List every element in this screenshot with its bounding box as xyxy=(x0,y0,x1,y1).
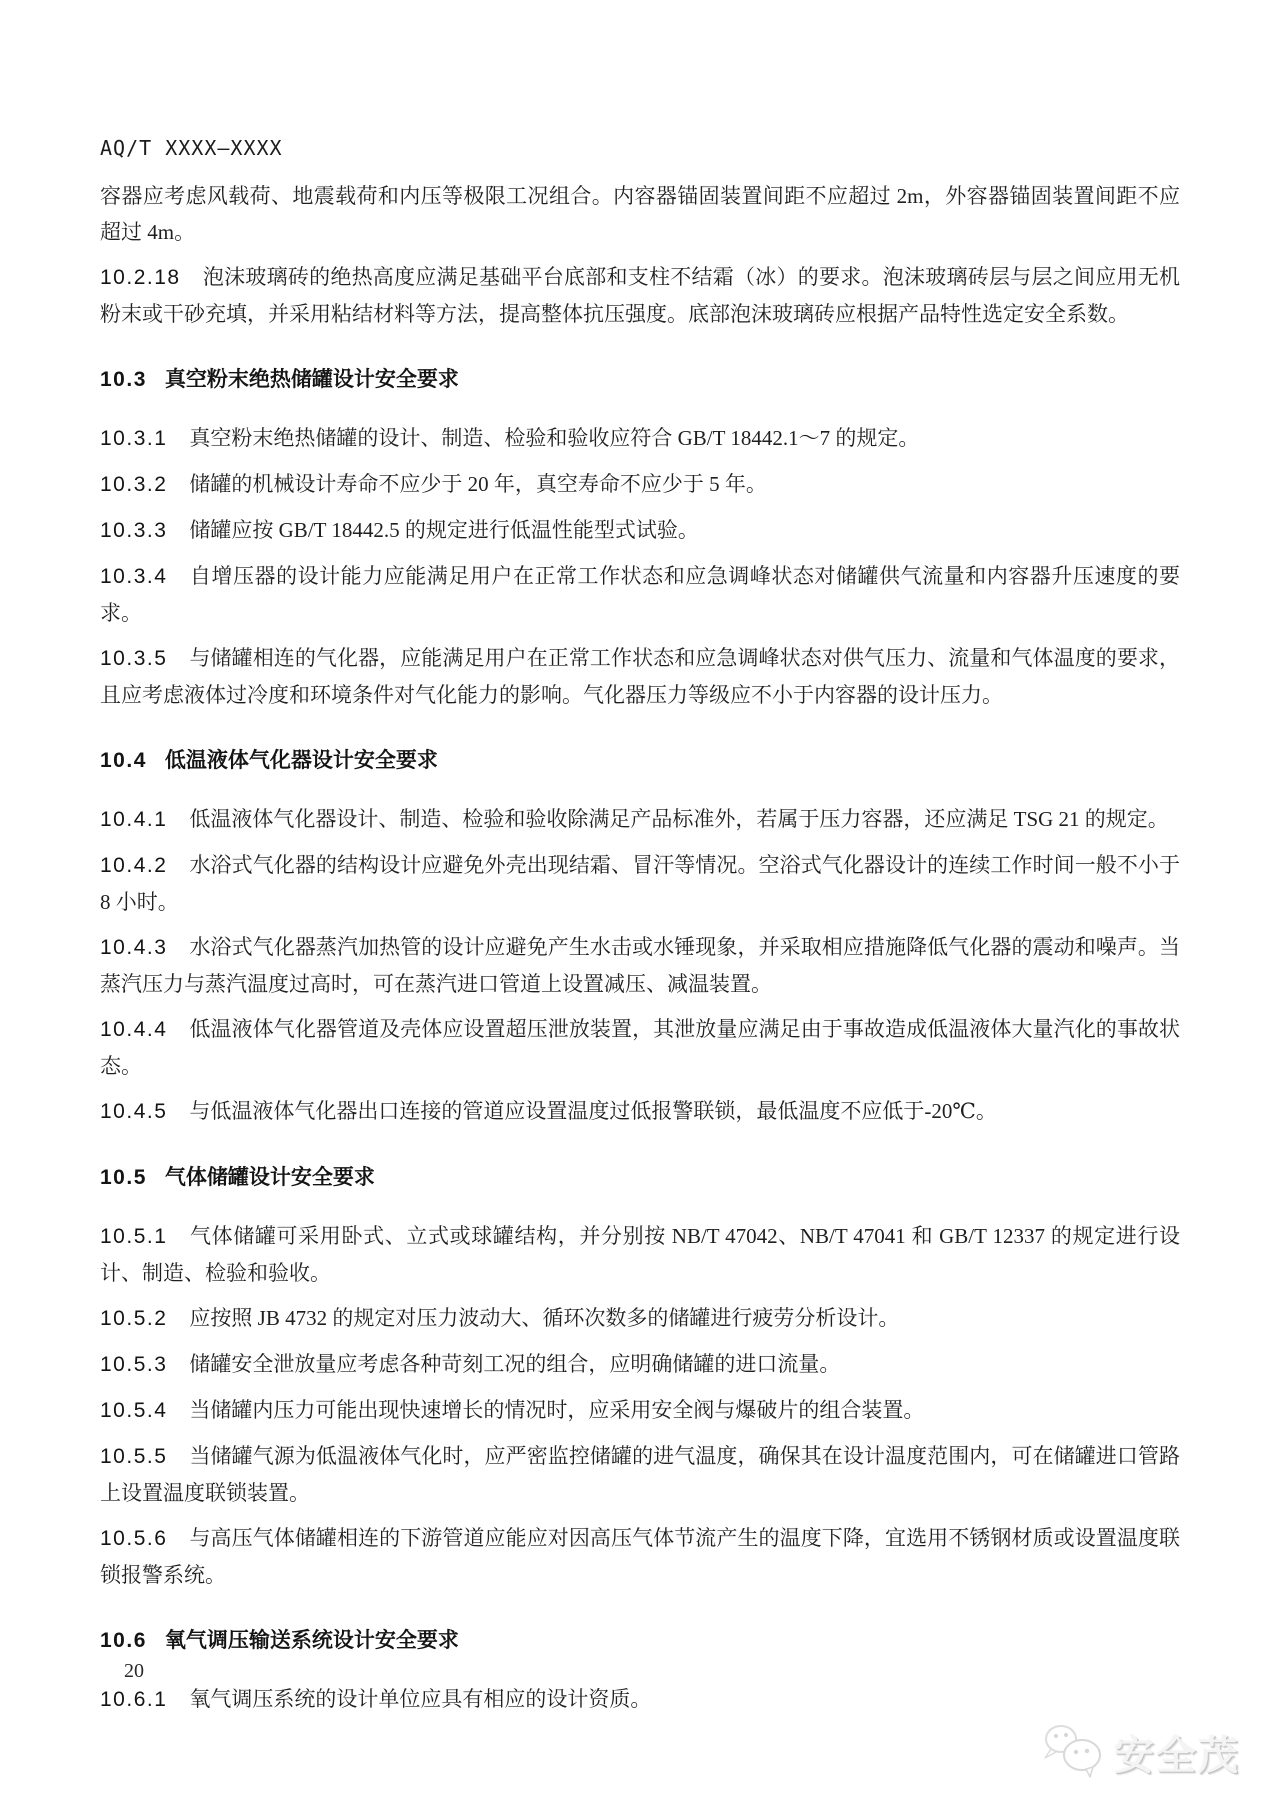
clause-text: 气体储罐可采用卧式、立式或球罐结构，并分别按 NB/T 47042、NB/T 47041 和 GB/T 12337 的规定进行设计、制造、检验和验收。 xyxy=(100,1224,1180,1285)
clause-number: 10.5.5 xyxy=(100,1445,168,1468)
clause-text: 当储罐内压力可能出现快速增长的情况时，应采用安全阀与爆破片的组合装置。 xyxy=(189,1398,925,1422)
clause-paragraph xyxy=(100,929,1180,1002)
clause-number: 10.5.2 xyxy=(100,1307,168,1330)
clause-paragraph xyxy=(100,512,1180,549)
clause-paragraph xyxy=(100,1438,1180,1511)
clause-paragraph xyxy=(100,640,1180,713)
clause-paragraph xyxy=(100,466,1180,503)
clause-text: 真空粉末绝热储罐设计安全要求 xyxy=(164,368,459,391)
clause-text: 当储罐气源为低温液体气化时，应严密监控储罐的进气温度，确保其在设计温度范围内，可在储罐进口管路上设置温度联锁装置。 xyxy=(100,1444,1180,1505)
clause-paragraph xyxy=(100,801,1180,838)
clause-text: 真空粉末绝热储罐的设计、制造、检验和验收应符合 GB/T 18442.1～7 的规定。 xyxy=(189,426,920,450)
standard-number-header: AQ/T XXXX—XXXX xyxy=(100,136,283,160)
clause-paragraph xyxy=(100,259,1180,332)
clause-number: 10.3.1 xyxy=(100,427,168,450)
clause-text: 储罐安全泄放量应考虑各种苛刻工况的组合，应明确储罐的进口流量。 xyxy=(189,1352,841,1376)
clause-text: 低温液体气化器设计安全要求 xyxy=(164,749,438,772)
clause-text: 氧气调压输送系统设计安全要求 xyxy=(164,1629,459,1652)
clause-text: 水浴式气化器的结构设计应避免外壳出现结霜、冒汗等情况。空浴式气化器设计的连续工作时间一般不小于 8 小时。 xyxy=(100,853,1180,914)
clause-text: 与低温液体气化器出口连接的管道应设置温度过低报警联锁，最低温度不应低于-20℃。 xyxy=(189,1099,997,1123)
clause-text: 低温液体气化器管道及壳体应设置超压泄放装置，其泄放量应满足由于事故造成低温液体大量汽化的事故状态。 xyxy=(100,1017,1180,1078)
watermark-brand-text: 安全茂 xyxy=(1114,1734,1240,1778)
clause-number: 10.6.1 xyxy=(100,1688,168,1711)
clause-paragraph xyxy=(100,1520,1180,1593)
clause-text: 自增压器的设计能力应能满足用户在正常工作状态和应急调峰状态对储罐供气流量和内容器升压速度的要求。 xyxy=(100,564,1180,625)
clause-paragraph xyxy=(100,1300,1180,1337)
clause-number: 10.6 xyxy=(100,1629,147,1652)
clause-paragraph xyxy=(100,847,1180,920)
clause-number: 10.5.3 xyxy=(100,1353,168,1376)
clause-number: 10.4.5 xyxy=(100,1100,168,1123)
clause-number: 10.4.2 xyxy=(100,854,168,877)
clause-number: 10.4 xyxy=(100,749,147,772)
section-heading xyxy=(100,743,1180,779)
clause-paragraph xyxy=(100,1346,1180,1383)
clause-text: 水浴式气化器蒸汽加热管的设计应避免产生水击或水锤现象，并采取相应措施降低气化器的震动和噪声。当蒸汽压力与蒸汽温度过高时，可在蒸汽进口管道上设置减压、减温装置。 xyxy=(100,935,1180,996)
clause-text: 应按照 JB 4732 的规定对压力波动大、循环次数多的储罐进行疲劳分析设计。 xyxy=(189,1306,900,1330)
body-paragraph xyxy=(100,178,1180,250)
clause-text: 泡沫玻璃砖的绝热高度应满足基础平台底部和支柱不结霜（冰）的要求。泡沫玻璃砖层与层之间应用无机粉末或干砂充填，并采用粘结材料等方法，提高整体抗压强度。底部泡沫玻璃砖应根据产品特性选定安全系数。 xyxy=(100,265,1180,326)
clause-text: 气体储罐设计安全要求 xyxy=(164,1166,375,1189)
clause-number: 10.5.6 xyxy=(100,1527,168,1550)
wechat-chat-bubbles-icon xyxy=(1040,1722,1106,1783)
clause-paragraph xyxy=(100,1681,1180,1718)
clause-number: 10.5.1 xyxy=(100,1225,168,1248)
page-number: 20 xyxy=(124,1660,144,1682)
watermark xyxy=(1040,1722,1240,1783)
clause-number: 10.4.4 xyxy=(100,1018,168,1041)
clause-text: 低温液体气化器设计、制造、检验和验收除满足产品标准外，若属于压力容器，还应满足 TSG 21 的规定。 xyxy=(189,807,1169,831)
clause-number: 10.3.4 xyxy=(100,565,168,588)
clause-number: 10.5.4 xyxy=(100,1399,168,1422)
clause-number: 10.3.5 xyxy=(100,647,168,670)
clause-paragraph xyxy=(100,1392,1180,1429)
clause-text: 与高压气体储罐相连的下游管道应能应对因高压气体节流产生的温度下降，宜选用不锈钢材质或设置温度联锁报警系统。 xyxy=(100,1526,1180,1587)
clause-paragraph xyxy=(100,1218,1180,1291)
clause-text: 氧气调压系统的设计单位应具有相应的设计资质。 xyxy=(189,1687,652,1711)
clause-text: 与储罐相连的气化器，应能满足用户在正常工作状态和应急调峰状态对供气压力、流量和气体温度的要求，且应考虑液体过冷度和环境条件对气化能力的影响。气化器压力等级应不小于内容器的设计压力。 xyxy=(100,646,1180,707)
clause-text: 储罐的机械设计寿命不应少于 20 年，真空寿命不应少于 5 年。 xyxy=(189,472,767,496)
section-heading xyxy=(100,362,1180,398)
clause-number: 10.3.3 xyxy=(100,519,168,542)
clause-text: 容器应考虑风载荷、地震载荷和内压等极限工况组合。内容器锚固装置间距不应超过 2m，外容器锚固装置间距不应超过 4m。 xyxy=(100,184,1180,244)
clause-number: 10.2.18 xyxy=(100,266,181,289)
clause-number: 10.3 xyxy=(100,368,147,391)
clause-paragraph xyxy=(100,1011,1180,1084)
clause-number: 10.4.1 xyxy=(100,808,168,831)
clause-paragraph xyxy=(100,1093,1180,1130)
section-heading xyxy=(100,1623,1180,1659)
document-body xyxy=(100,172,1180,1727)
section-heading xyxy=(100,1160,1180,1196)
clause-number: 10.5 xyxy=(100,1166,147,1189)
clause-paragraph xyxy=(100,558,1180,631)
clause-number: 10.3.2 xyxy=(100,473,168,496)
clause-number: 10.4.3 xyxy=(100,936,168,959)
clause-paragraph xyxy=(100,420,1180,457)
clause-text: 储罐应按 GB/T 18442.5 的规定进行低温性能型式试验。 xyxy=(189,518,699,542)
